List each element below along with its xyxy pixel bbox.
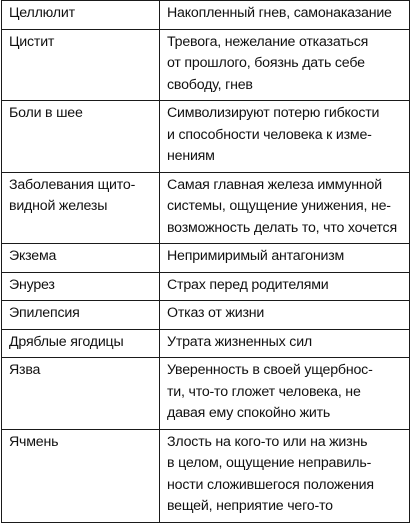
ailment-cell: Боли в шее — [2, 101, 160, 173]
table-row — [2, 1, 410, 30]
meaning-cell: Символизируют потерю гибкости и способности человека к изме- нениям — [160, 101, 410, 173]
meaning-cell: Самая главная железа иммунной системы, ощущение унижения, не- возможность делать то, что хочется — [160, 172, 410, 244]
table-row — [2, 301, 410, 330]
meaning-cell: Накопленный гнев, самонаказание — [160, 1, 410, 30]
ailment-cell: Заболевания щито- видной железы — [2, 172, 160, 244]
ailment-cell: Ячмень — [2, 429, 160, 522]
table-row — [2, 244, 410, 273]
meaning-cell: Злость на кого-то или на жизнь в целом, ощущение неправиль- ности сложившегося положения вещей, неприятие чего-то — [160, 429, 410, 522]
meaning-cell: Непримиримый антагонизм — [160, 244, 410, 273]
table-row — [2, 272, 410, 301]
ailment-cell: Эпилепсия — [2, 301, 160, 330]
ailment-cell: Целлюлит — [2, 1, 160, 30]
meaning-cell: Утрата жизненных сил — [160, 329, 410, 358]
ailment-cell: Дряблые ягодицы — [2, 329, 160, 358]
table-row — [2, 329, 410, 358]
table-row — [2, 101, 410, 173]
ailment-cell: Цистит — [2, 29, 160, 101]
table-row — [2, 358, 410, 430]
table-row — [2, 29, 410, 101]
ailment-cell: Энурез — [2, 272, 160, 301]
table-row — [2, 172, 410, 244]
table-row — [2, 429, 410, 522]
meaning-cell: Уверенность в своей ущербнос- ти, что-то гложет человека, не давая ему спокойно жить — [160, 358, 410, 430]
meaning-cell: Страх перед родителями — [160, 272, 410, 301]
ailment-cell: Язва — [2, 358, 160, 430]
meaning-cell: Отказ от жизни — [160, 301, 410, 330]
ailments-table — [1, 0, 410, 523]
ailment-cell: Экзема — [2, 244, 160, 273]
meaning-cell: Тревога, нежелание отказаться от прошлого, боязнь дать себе свободу, гнев — [160, 29, 410, 101]
